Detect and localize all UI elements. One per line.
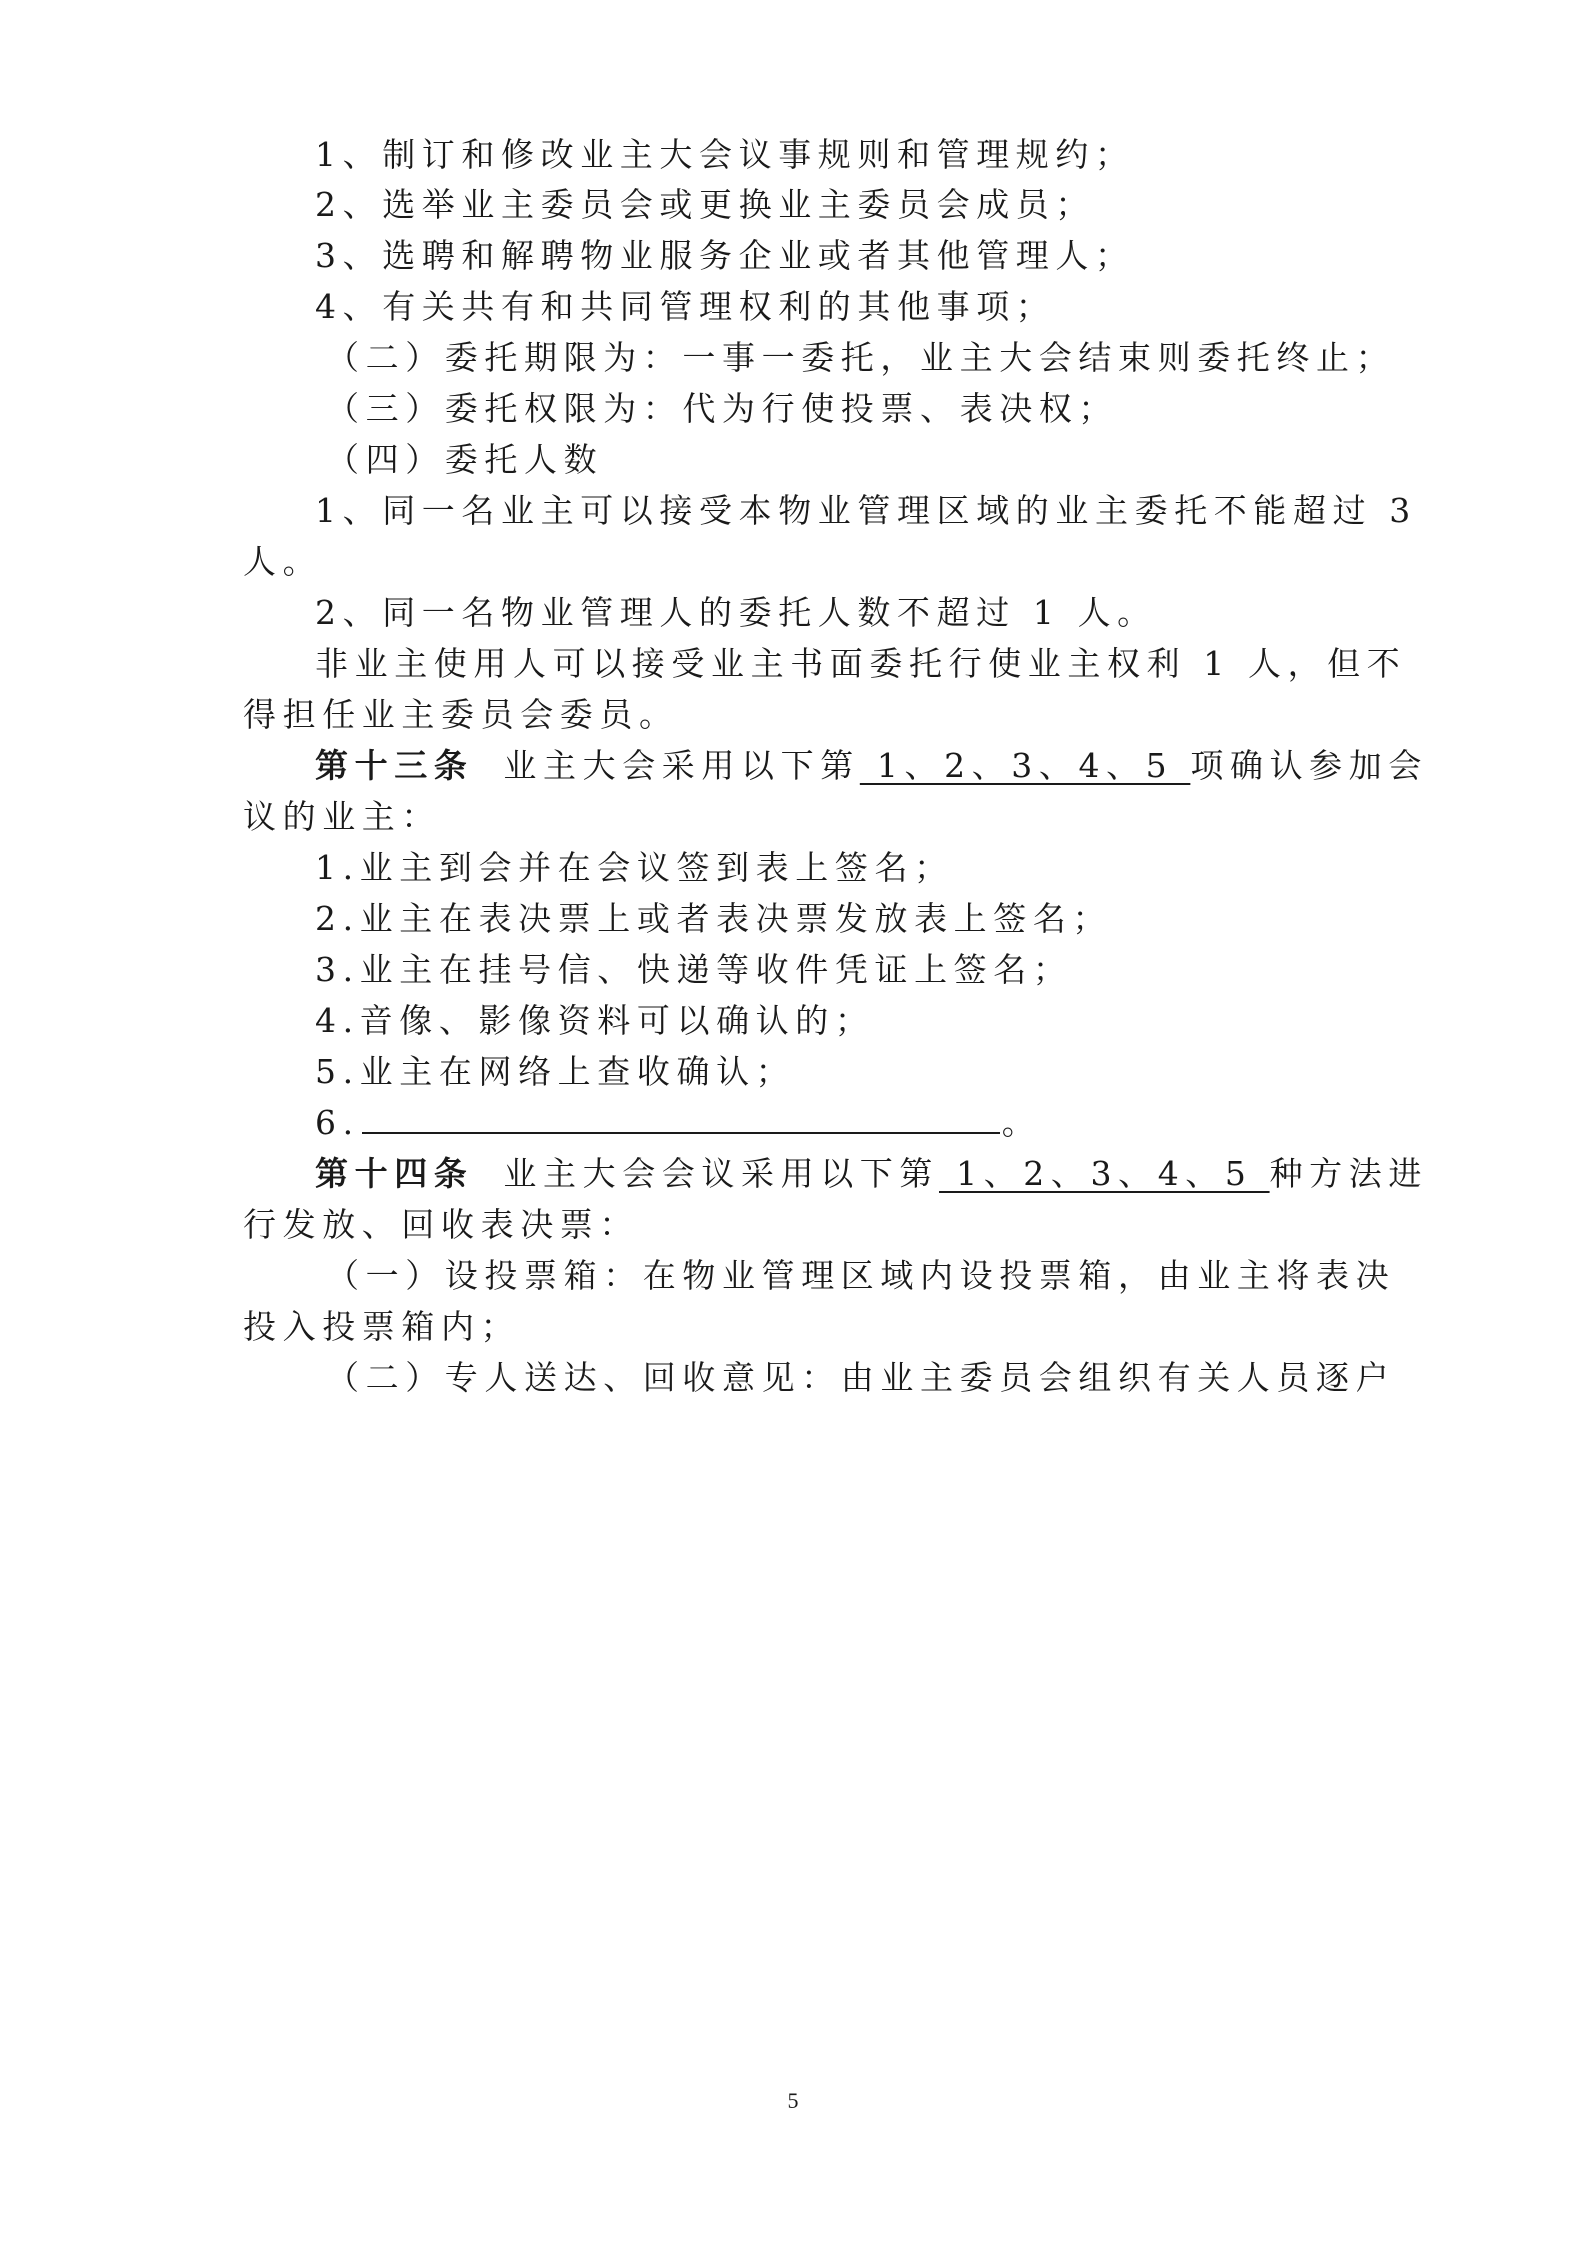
text-line: （二）委托期限为：一事一委托，业主大会结束则委托终止； [326,338,1396,377]
text-line: 2.业主在表决票上或者表决票发放表上签名； [315,899,1113,938]
text-line: （一）设投票箱：在物业管理区域内设投票箱，由业主将表决 [326,1256,1396,1295]
text-line: 4、有关共有和共同管理权利的其他事项； [315,287,1056,326]
text-line: 议的业主： [243,797,441,836]
article-13-fill: 1、2、3、4、5 [859,746,1191,785]
text-line: 投入投票箱内； [243,1307,521,1346]
text-line: 2、选举业主委员会或更换业主委员会成员； [315,185,1095,224]
text-line: （四）委托人数 [326,440,604,479]
item-6-prefix: 6. [315,1103,360,1142]
article-14-text: 业主大会会议采用以下第 [503,1154,940,1193]
text-line: （二）专人送达、回收意见：由业主委员会组织有关人员逐户 [326,1358,1396,1397]
article-13-text-end: 项确认参加会 [1190,746,1428,785]
text-line: 3.业主在挂号信、快递等收件凭证上签名； [315,950,1073,989]
text-line: 1、制订和修改业主大会议事规则和管理规约； [315,135,1135,174]
text-line: 2、同一名物业管理人的委托人数不超过 1 人。 [315,593,1157,632]
text-line: 4.音像、影像资料可以确认的； [315,1001,875,1040]
text-line: 3、选聘和解聘物业服务企业或者其他管理人； [315,236,1135,275]
text-line: 非业主使用人可以接受业主书面委托行使业主权利 1 人，但不 [315,644,1407,683]
article-14-line [0,1151,1586,1197]
article-13-text: 业主大会采用以下第 [503,746,860,785]
article-14-title: 第十四条 [315,1154,474,1193]
article-13-title: 第十三条 [315,746,474,785]
page-number: 5 [787,2088,799,2113]
text-line: 人。 [243,542,323,581]
fill-in-line [0,1100,1586,1146]
item-6-suffix: 。 [1001,1103,1042,1142]
text-line: 1、同一名业主可以接受本物业管理区域的业主委托不能超过 3 [315,491,1417,530]
text-line: （三）委托权限为：代为行使投票、表决权； [326,389,1118,428]
text-line: 1.业主到会并在会议签到表上签名； [315,848,954,887]
article-14-fill: 1、2、3、4、5 [939,1154,1270,1193]
text-line: 5.业主在网络上查收确认； [315,1052,796,1091]
article-14-text-end: 种方法进 [1269,1154,1428,1193]
article-13-line [0,743,1586,789]
text-line: 得担任业主委员会委员。 [243,695,679,734]
text-line: 行发放、回收表决票： [243,1205,639,1244]
blank-underline [362,1102,1000,1134]
